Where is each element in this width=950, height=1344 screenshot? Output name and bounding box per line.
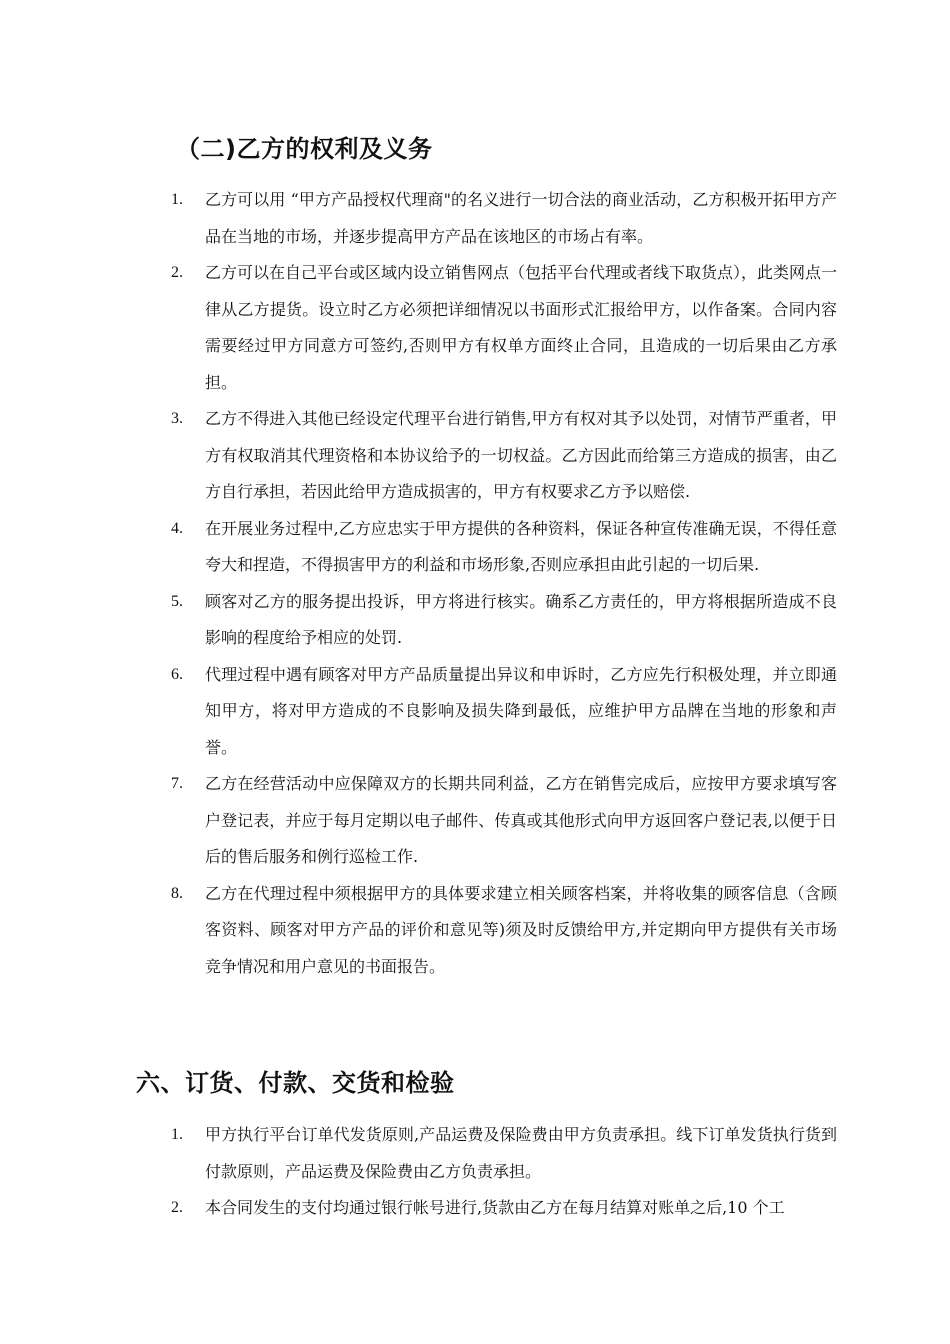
list-item [0,401,837,511]
item-number: 2. [171,264,183,281]
item-text: 甲方执行平台订单代发货原则,产品运费及保险费由甲方负责承担。线下订单发货执行货到付款原则，产品运费及保险费由乙方负责承担。 [205,1125,837,1181]
party-b-rights-list [0,182,950,985]
list-item [0,182,837,255]
item-text: 乙方可以用 “甲方产品授权代理商"的名义进行一切合法的商业活动，乙方积极开拓甲方产品在当地的市场，并逐步提高甲方产品在该地区的市场占有率。 [205,190,837,246]
item-text: 顾客对乙方的服务提出投诉，甲方将进行核实。确系乙方责任的，甲方将根据所造成不良影响的程度给予相应的处罚. [205,591,837,647]
item-number: 6. [171,665,183,683]
list-item [0,511,837,584]
item-number: 3. [171,410,183,427]
item-text: 乙方不得进入其他已经设定代理平台进行销售,甲方有权对其予以处罚，对情节严重者，甲方有权取消其代理资格和本协议给予的一切权益。乙方因此而给第三方造成的损害，由乙方自行承担，若因此给甲方造成损害的，甲方有权要求乙方予以赔偿. [205,409,837,501]
item-text: 乙方在经营活动中应保障双方的长期共同利益，乙方在销售完成后，应按甲方要求填写客户登记表，并应于每月定期以电子邮件、传真或其他形式向甲方返回客户登记表,以便于日后的售后服务和例行巡检工作. [205,774,837,866]
list-item [0,1190,837,1227]
list-item [0,766,837,876]
item-number: 2. [171,1199,183,1216]
item-number: 1. [171,1126,183,1143]
ordering-payment-list [0,1117,950,1227]
item-text: 本合同发生的支付均通过银行帐号进行,货款由乙方在每月结算对账单之后,10 个工 [205,1198,785,1217]
item-number: 8. [171,884,183,902]
item-text: 代理过程中遇有顾客对甲方产品质量提出异议和申诉时，乙方应先行积极处理，并立即通知甲方，将对甲方造成的不良影响及损失降到最低，应维护甲方品牌在当地的形象和声誉。 [205,664,837,757]
list-item [0,584,837,657]
item-number: 1. [171,191,183,208]
item-number: 5. [171,592,183,610]
section-heading-ordering-payment: 六、订货、付款、交货和检验 [136,1069,455,1097]
list-item [0,657,837,767]
item-number: 4. [171,519,183,537]
item-text: 乙方在代理过程中须根据甲方的具体要求建立相关顾客档案，并将收集的顾客信息（含顾客资料、顾客对甲方产品的评价和意见等)须及时反馈给甲方,并定期向甲方提供有关市场竞争情况和用户意见的书面报告。 [205,883,837,976]
section-heading-party-b-rights: （二)乙方的权利及义务 [176,135,433,163]
list-item [0,255,837,401]
item-text: 在开展业务过程中,乙方应忠实于甲方提供的各种资料，保证各种宣传准确无误，不得任意夸大和捏造，不得损害甲方的利益和市场形象,否则应承担由此引起的一切后果. [205,518,837,574]
list-item [0,876,837,986]
item-text: 乙方可以在自己平台或区域内设立销售网点（包括平台代理或者线下取货点），此类网点一律从乙方提货。设立时乙方必须把详细情况以书面形式汇报给甲方，以作备案。合同内容需要经过甲方同意方可签约,否则甲方有权单方面终止合同，且造成的一切后果由乙方承担。 [205,263,838,392]
list-item [0,1117,837,1190]
item-number: 7. [171,775,183,792]
